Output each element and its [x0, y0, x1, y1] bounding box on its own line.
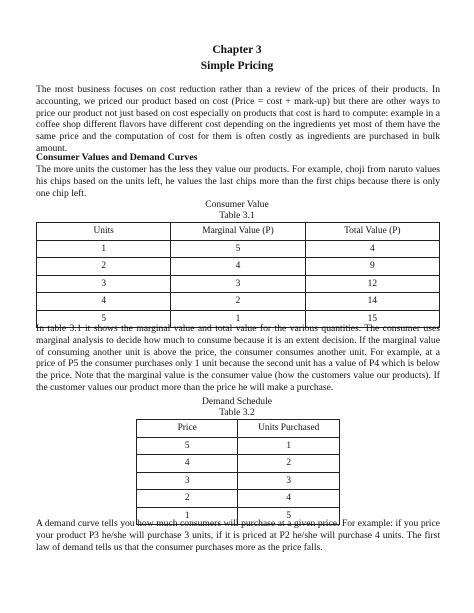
- table-cell: 4: [238, 490, 340, 508]
- table-cell: 5: [37, 310, 171, 328]
- table-cell: 3: [137, 472, 238, 490]
- table-row: [137, 437, 340, 455]
- conclusion-paragraph: A demand curve tells you how much consumers will purchase at a given price. For example: if you price your product P3 he/she will purchase 3 units, if it is priced at P2 he/she will purchase 4 units. The first law of demand tells us that the consumer purchases more as the price falls.: [36, 518, 440, 553]
- table-header-cell: Price: [137, 420, 238, 438]
- table-cell: 5: [238, 507, 340, 525]
- table-header-row: [137, 420, 340, 438]
- explanation-paragraph: In table 3.1 it shows the marginal value and total value for the various quantities. The consumer uses marginal analysis to decide how much to consume because it is an extent decision. If the marginal value of consuming another unit is above the price, the consumer consumes another unit. For example, at a price of P5 the consumer purchases only 1 unit because the second unit has a value of P4 which is below the price. Note that the marginal value is the consumer value (how the customers value our products). If the customer values our product more than the price he will make a purchase.: [36, 323, 440, 393]
- table1-label: Table 3.1: [219, 210, 255, 221]
- chapter-title: Chapter 3: [212, 44, 262, 56]
- table-cell: 3: [171, 275, 305, 293]
- table-header-cell: Marginal Value (P): [171, 223, 305, 241]
- table-cell: 3: [37, 275, 171, 293]
- table-cell: 5: [171, 240, 305, 258]
- table-cell: 1: [171, 310, 305, 328]
- table-cell: 2: [171, 293, 305, 311]
- table-row: [137, 455, 340, 473]
- table-cell: 4: [137, 455, 238, 473]
- demand-schedule-table: [136, 419, 340, 525]
- intro-paragraph: The most business focuses on cost reduction rather than a review of the prices of their products. In accounting, we priced our product based on cost (Price = cost + mark-up) but there are other ways to price our product not just based on cost especially on products that cost is hard to compute: example in a coffee shop different flavors have different cost depending on the ingredients yet most of them have the same price and the computation of cost for them is often costly as ingredients are purchased in bulk amount.: [36, 84, 440, 154]
- table-row: [37, 275, 440, 293]
- section-paragraph: The more units the customer has the less they value our products. For example, choji from naruto values his chips based on the units left, he values the last chips more than the first chips because there is only one chip left.: [36, 164, 440, 199]
- table-cell: 15: [305, 310, 439, 328]
- table-cell: 4: [305, 240, 439, 258]
- table-cell: 2: [238, 455, 340, 473]
- table-header-cell: Total Value (P): [305, 223, 439, 241]
- table-cell: 4: [171, 258, 305, 276]
- chapter-subtitle: Simple Pricing: [200, 60, 274, 72]
- table-cell: 12: [305, 275, 439, 293]
- table-header-cell: Units: [37, 223, 171, 241]
- table-cell: 4: [37, 293, 171, 311]
- table-cell: 1: [238, 437, 340, 455]
- table-cell: 14: [305, 293, 439, 311]
- table-header-cell: Units Purchased: [238, 420, 340, 438]
- table2-caption: Demand Schedule: [201, 396, 273, 407]
- table-row: [137, 490, 340, 508]
- table-cell: 2: [137, 490, 238, 508]
- table-cell: 5: [137, 437, 238, 455]
- table-cell: 1: [37, 240, 171, 258]
- section-heading: Consumer Values and Demand Curves: [36, 152, 198, 163]
- table-cell: 2: [37, 258, 171, 276]
- table-cell: 9: [305, 258, 439, 276]
- table-header-row: [37, 223, 440, 241]
- consumer-value-table: [36, 222, 440, 328]
- table-row: [37, 240, 440, 258]
- table-row: [37, 258, 440, 276]
- table-cell: 1: [137, 507, 238, 525]
- table-row: [37, 293, 440, 311]
- table1-caption: Consumer Value: [205, 199, 269, 210]
- table-row: [137, 472, 340, 490]
- table-cell: 3: [238, 472, 340, 490]
- table2-label: Table 3.2: [219, 407, 255, 418]
